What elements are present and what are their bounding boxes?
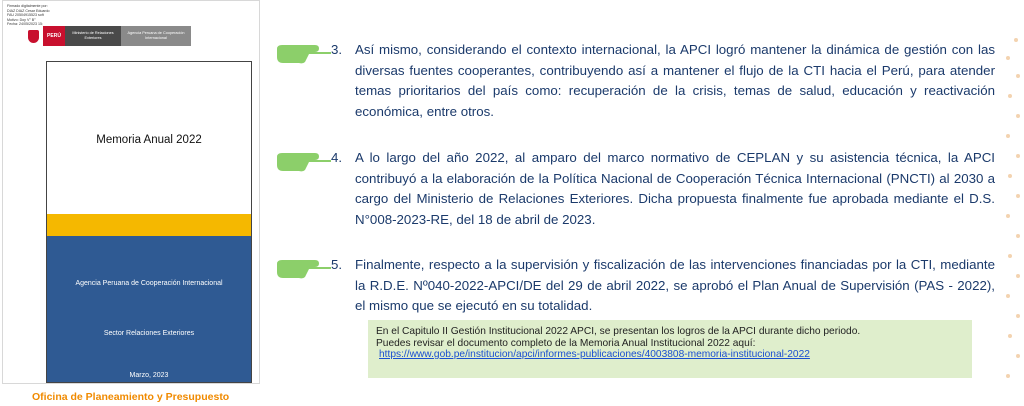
cover-blue-block: [47, 236, 251, 382]
pointing-hand-icon: [275, 257, 331, 279]
decorative-dot-pattern: [996, 0, 1024, 406]
signature-line: Fecha: 24/05/2023 15:: [7, 22, 43, 27]
signature-line: Firmado digitalmente por:: [7, 4, 48, 8]
government-logo-bar: [23, 26, 191, 46]
document-cover-thumbnail: [2, 0, 260, 384]
pointing-hand-icon: [275, 150, 331, 172]
item-text: Así mismo, considerando el contexto internacional, la APCI logró mantener la dinámica de gestión con las diversas fuentes cooperantes, contribuyendo así a mantener el flujo de la CTI hacia el Perú, para atender temas prioritarios del país como: recuperación de la crisis, temas de salud, educación y reactivación económica, entre otros.: [355, 42, 995, 119]
item-number: 5.: [331, 257, 343, 272]
cover-agency: Agencia Peruana de Cooperación Internacional: [75, 280, 223, 287]
signature-line: Motivo: Doy V° B°: [7, 17, 36, 22]
signature-line: FAU 20504915523 soft: [7, 13, 44, 18]
item-number: 4.: [331, 150, 343, 165]
item-text: Finalmente, respecto a la supervisión y fiscalización de las intervenciones financiadas por la CTI, mediante la R.D.E. Nº040-2022-APCI/DE del 29 de abril 2022, se aprobó el Plan Anual de Supervisión (PAS - 2022), el mismo que se ejecutó en su totalidad.: [355, 257, 995, 313]
logo-agency-label: Agencia Peruana de Cooperación Internacional: [121, 26, 191, 46]
cover-date: Marzo, 2023: [129, 372, 169, 379]
memoria-document-link[interactable]: https://www.gob.pe/institucion/apci/informes-publicaciones/4003808-memoria-institucional-2022: [379, 349, 810, 360]
pointing-hand-icon: [275, 42, 331, 64]
item-text: A lo largo del año 2022, al amparo del marco normativo de CEPLAN y su asistencia técnica, la APCI contribuyó a la elaboración de la Política Nacional de Cooperación Técnica Internacional (PNCTI) al 2030 a cargo del Ministerio de Relaciones Exteriores. Dicha propuesta finalmente fue aprobada mediante el D.S. N°008-2023-RE, del 18 de abril de 2023.: [355, 150, 995, 227]
cover-sector: Sector Relaciones Exteriores: [103, 330, 195, 337]
cover-yellow-band: [47, 214, 251, 236]
coat-of-arms-icon: [23, 26, 43, 46]
cover-title: Memoria Anual 2022: [96, 134, 202, 146]
info-note-box: [368, 320, 972, 378]
office-caption: Oficina de Planeamiento y Presupuesto: [32, 391, 230, 403]
cover-page: [46, 61, 252, 383]
note-line-1: En el Capitulo II Gestión Institucional 2022 APCI, se presentan los logros de la APCI durante dicho periodo.: [376, 326, 861, 337]
logo-ministry-label: Ministerio de Relaciones Exteriores: [65, 26, 121, 46]
item-number: 3.: [331, 42, 343, 57]
signature-line: DIAZ DIAZ Cesar Eduardo: [7, 8, 50, 13]
digital-signature-stamp: [7, 4, 50, 27]
logo-peru-label: PERÚ: [43, 26, 65, 46]
note-line-2: Puedes revisar el documento completo de la Memoria Anual Institucional 2022 aquí:: [376, 337, 756, 349]
